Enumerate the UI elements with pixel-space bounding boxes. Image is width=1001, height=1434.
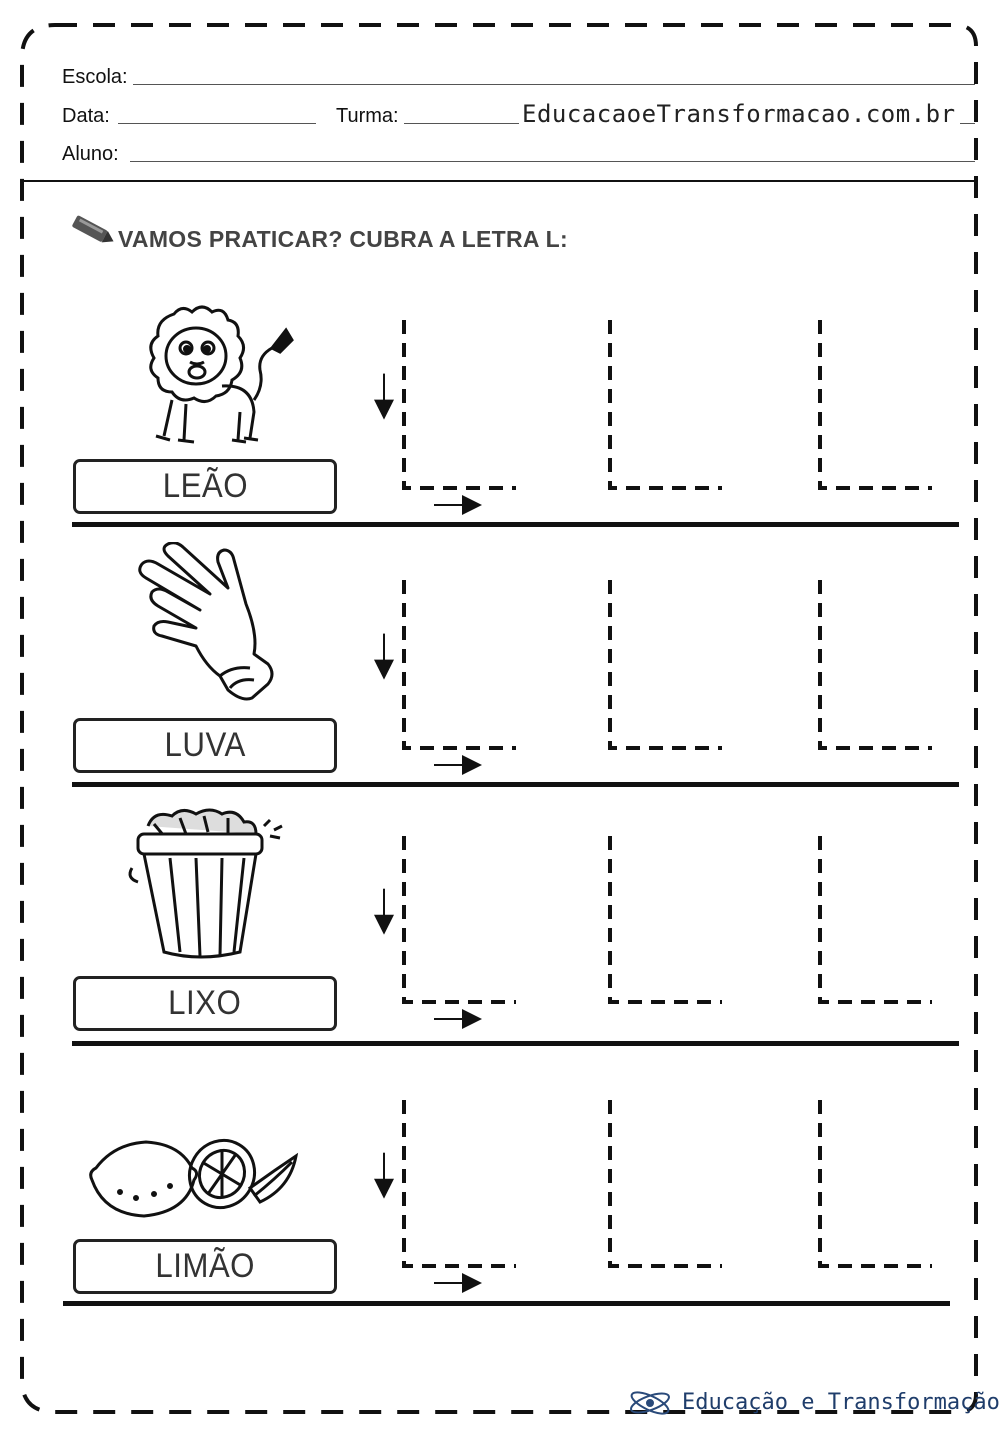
row-divider xyxy=(72,782,959,787)
dashed-letter-l[interactable] xyxy=(404,836,516,1002)
student-label: Aluno: xyxy=(62,143,119,165)
word-label: LUVA xyxy=(164,726,246,764)
site-url: EducacaoeTransformacao.com.br xyxy=(522,100,956,128)
dashed-letter-l[interactable] xyxy=(820,836,932,1002)
row-divider xyxy=(72,522,959,527)
date-label: Data: xyxy=(62,105,110,127)
dashed-letter-l[interactable] xyxy=(404,320,516,488)
dashed-letter-l[interactable] xyxy=(610,320,722,488)
dashed-letter-l[interactable] xyxy=(610,1100,722,1266)
row-divider xyxy=(63,1301,950,1306)
row-divider xyxy=(72,1041,959,1046)
dashed-letter-l[interactable] xyxy=(820,320,932,488)
footer-brand: Educação e Transformação xyxy=(682,1390,1000,1415)
atom-logo-icon xyxy=(628,1386,678,1420)
dashed-letter-l[interactable] xyxy=(404,580,516,748)
word-label: LIMÃO xyxy=(155,1247,255,1285)
dashed-letter-l[interactable] xyxy=(404,1100,516,1266)
dashed-letter-l[interactable] xyxy=(820,580,932,748)
word-label: LIXO xyxy=(168,984,242,1022)
dashed-letter-l[interactable] xyxy=(820,1100,932,1266)
school-label: Escola: xyxy=(62,66,128,88)
instruction-text: VAMOS PRATICAR? CUBRA A LETRA L: xyxy=(118,226,568,252)
class-label: Turma: xyxy=(336,105,399,127)
dashed-letter-l[interactable] xyxy=(610,836,722,1002)
dashed-letter-l[interactable] xyxy=(610,580,722,748)
word-label: LEÃO xyxy=(162,467,248,505)
